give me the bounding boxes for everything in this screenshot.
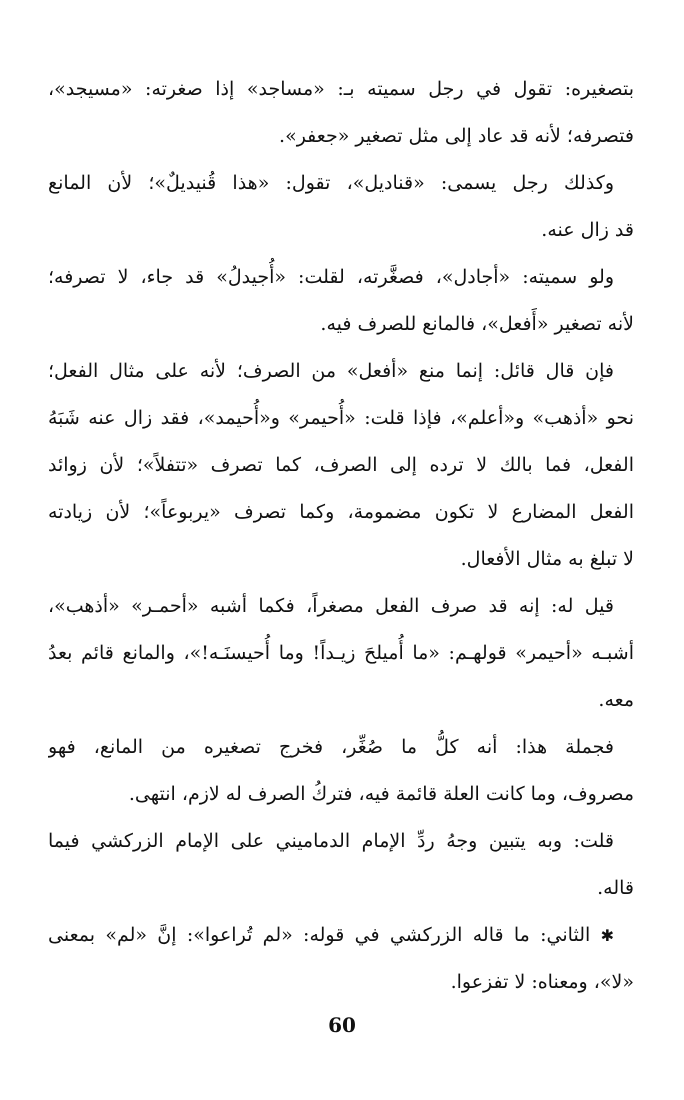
text-line: لا تبلغ به مثال الأفعال. [460,548,634,570]
text-line: نحو «أذهب» و«أعلم»، فإذا قلت: «أُحيمر» و«أُحيمد»، فقد زال عنه شَبَهُ [48,407,634,429]
paragraph-start-line: فإن قال قائل: إنما منع «أفعل» من الصرف؛ لأنه على مثال الفعل؛ [48,360,614,382]
text-line: لأنه تصغير «أَفعل»، فالمانع للصرف فيه. [320,313,634,335]
page-body [48,66,634,1006]
paragraph-start-line: قيل له: إنه قد صرف الفعل مصغراً، فكما أشبه «أحمـر» «أذهب»، [48,595,614,617]
text-line: قاله. [597,877,634,899]
paragraph-start-line: وكذلك رجل يسمى: «قناديل»، تقول: «هذا قُنيديلٌ»؛ لأن المانع [48,172,614,194]
text-line: الفعل، فما بالك لا ترده إلى الصرف، كما تصرف «تتفلاً»؛ لأن زوائد [48,454,634,476]
text-line: معه. [598,689,634,711]
paragraph-start-line: قلت: وبه يتبين وجهُ ردِّ الإمام الدماميني على الإمام الزركشي فيما [48,830,614,852]
text-line: أشبـه «أحيمر» قولهـم: «ما أُميلحَ زيـداً! وما أُحيسنَـه!»، والمانع قائم بعدُ [48,642,634,664]
bullet-icon: ✱ [600,926,614,945]
text-line: قد زال عنه. [541,219,634,241]
bullet-text: الثاني: ما قاله الزركشي في قوله: «لم تُراعوا»: إنَّ «لم» بمعنى [48,924,591,946]
text-line: مصروف، وما كانت العلة قائمة فيه، فتركُ الصرف له لازم، انتهى. [128,783,634,805]
text-line: بتصغيره: تقول في رجل سميته بـ: «مساجد» إذا صغرته: «مسيجد»، [48,78,634,100]
bullet-line [48,912,634,959]
paragraph-start-line: فجملة هذا: أنه كلُّ ما صُغِّر، فخرج تصغيره من المانع، فهو [48,736,614,758]
text-line: الفعل المضارع لا تكون مضمومة، وكما تصرف «يربوعاً»؛ لأن زيادته [48,501,634,523]
text-line: «لا»، ومعناه: لا تفزعوا. [450,971,634,993]
paragraph-start-line: ولو سميته: «أجادل»، فصغَّرته، لقلت: «أُجيدلُ» قد جاء، لا تصرفه؛ [48,266,614,288]
text-line: فتصرفه؛ لأنه قد عاد إلى مثل تصغير «جعفر». [279,125,634,147]
page-number: 60 [328,1013,356,1037]
